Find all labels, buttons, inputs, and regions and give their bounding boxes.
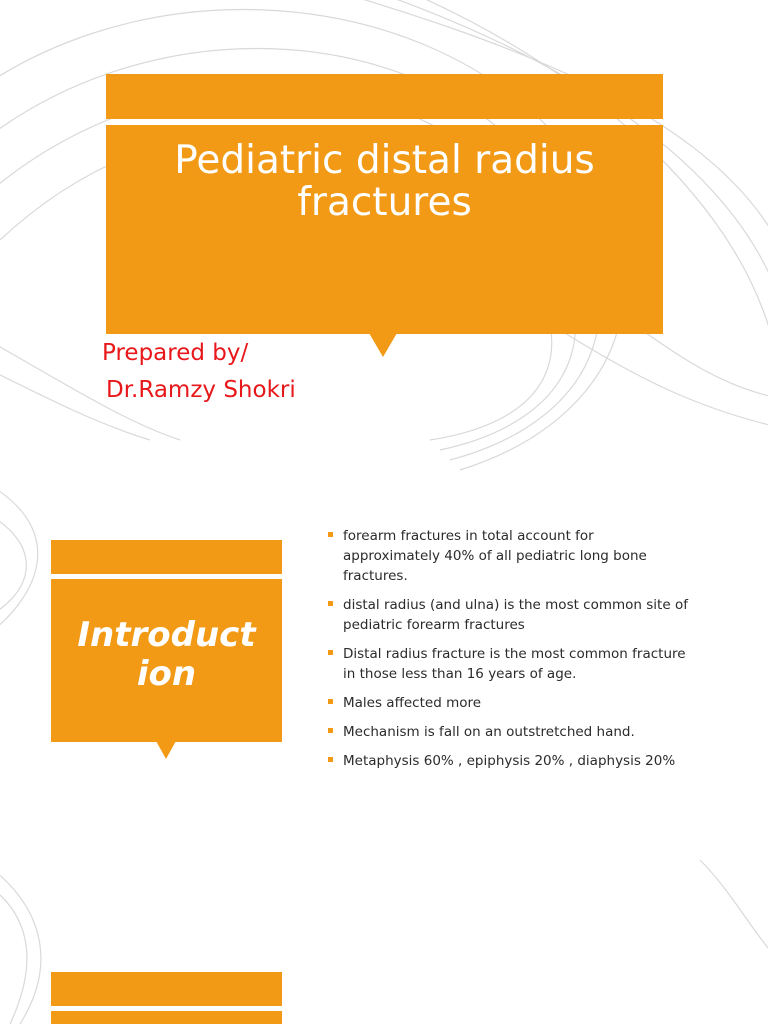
section-heading [51,616,282,694]
bullet-text: pediatric forearm fractures [343,617,525,633]
section-heading-line-1: Introduct [77,615,256,655]
bullet-item [328,751,728,771]
square-bullet-icon [328,601,333,606]
bullet-item [328,644,728,684]
next-heading-box [51,1011,282,1024]
bullet-text: in those less than 16 years of age. [343,666,577,682]
bullet-list [328,526,728,780]
slide-title-line-2: fractures [297,180,472,225]
introduction-slide [0,432,768,864]
prepared-by-label: Prepared by/ [102,340,249,366]
square-bullet-icon [328,728,333,733]
slide-title-line-1: Pediatric distal radius [174,138,595,183]
bullet-text: forearm fractures in total account for [343,528,594,544]
square-bullet-icon [328,757,333,762]
slide-title [106,140,663,224]
author-name: Dr.Ramzy Shokri [106,377,296,403]
next-slide-partial [0,864,768,1024]
bullet-item [328,693,728,713]
bullet-text: distal radius (and ulna) is the most common site of [343,597,688,613]
bullet-text: Mechanism is fall on an outstretched hand. [343,724,635,740]
bullet-text: Distal radius fracture is the most common fracture [343,646,686,662]
next-accent-bar [51,972,282,1006]
bullet-item [328,526,728,586]
bullet-item [328,595,728,635]
section-accent-bar [51,540,282,574]
bullet-text: Males affected more [343,695,482,711]
title-box-pointer [369,333,397,357]
bullet-text: approximately 40% of all pediatric long bone [343,548,647,564]
bullet-text: Metaphysis 60% , epiphysis 20% , diaphysis 20% [343,753,676,769]
section-box-pointer [156,741,176,759]
bullet-text: fractures. [343,568,408,584]
title-slide [0,0,768,432]
square-bullet-icon [328,699,333,704]
square-bullet-icon [328,650,333,655]
section-heading-line-2: ion [136,654,197,694]
title-accent-bar [106,74,663,119]
square-bullet-icon [328,532,333,537]
bullet-item [328,722,728,742]
